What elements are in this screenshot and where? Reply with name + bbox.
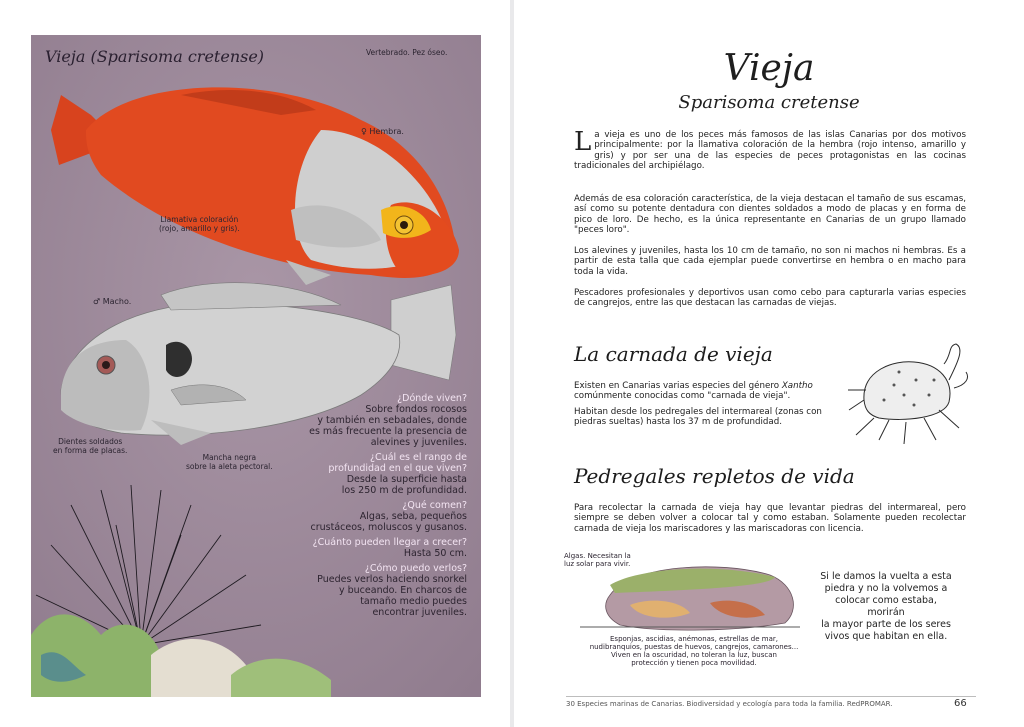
- qa-block: [267, 393, 467, 618]
- algae-caption: [564, 552, 631, 568]
- classification-label: Vertebrado. Pez óseo.: [366, 48, 448, 57]
- male-label: ♂ Macho.: [93, 297, 132, 306]
- qa-answer-line: los 250 m de profundidad.: [341, 485, 467, 496]
- algae-caption-line: Algas. Necesitan la: [564, 552, 631, 560]
- section-heading-pedregales: Pedregales repletos de vida: [574, 464, 855, 488]
- carnada-paragraph-2: Habitan desde los pedregales del intermareal (zonas con piedras sueltas) hasta los 37 m de profundidad.: [574, 407, 822, 428]
- illustration-panel: [31, 35, 481, 697]
- qa-answer-line: Algas, seba, pequeños: [359, 511, 467, 522]
- flip-note-line: Si le damos la vuelta a esta: [820, 571, 952, 582]
- qa-answer-line: encontrar juveniles.: [372, 607, 467, 618]
- panel-title: Vieja (Sparisoma cretense): [45, 47, 265, 66]
- pedregales-paragraph: Para recolectar la carnada de vieja hay que levantar piedras del intermareal, pero siempre se deben volver a colocar tal y como estaban. Solamente pueden recolectar carnada de vieja los mariscadores y las mariscadoras con licencia.: [574, 503, 966, 534]
- paragraph-2: Además de esa coloración característica, de la vieja destacan el tamaño de sus escamas, así como su potente dentadura con dientes soldados a modo de placas y en forma de pico de loro. De hecho, es la única representante en Canarias de un grupo llamado "peces loro".: [574, 194, 966, 236]
- teeth-caption-line: en forma de placas.: [53, 446, 128, 455]
- qa-item: [267, 393, 467, 448]
- rock-caption-line: nudibranquios, puestas de huevos, cangrejos, camarones...: [589, 643, 799, 651]
- qa-answer-line: Puedes verlos haciendo snorkel: [317, 574, 467, 585]
- qa-item: [267, 537, 467, 559]
- carnada-text: comúnmente conocidas como "carnada de vieja".: [574, 391, 791, 402]
- qa-question: profundidad en el que viven?: [328, 463, 467, 474]
- flip-note-line: colocar como estaba, morirán: [835, 595, 937, 618]
- female-label: ♀ Hembra.: [361, 127, 404, 136]
- qa-answer-line: crustáceos, moluscos y gusanos.: [310, 522, 467, 533]
- algae-caption-line: luz solar para vivir.: [564, 560, 631, 568]
- page-title: Vieja: [723, 48, 815, 89]
- spot-caption-line: Mancha negra: [202, 453, 257, 462]
- qa-question: ¿Cuál es el rango de: [370, 452, 467, 463]
- qa-answer-line: tamaño medio puedes: [360, 596, 467, 607]
- section-heading-carnada: La carnada de vieja: [574, 342, 773, 366]
- flip-note-line: vivos que habitan en ella.: [824, 631, 948, 642]
- qa-question: ¿Cuánto pueden llegar a crecer?: [312, 537, 467, 548]
- qa-question: ¿Cómo puedo verlos?: [364, 563, 467, 574]
- intro-text: a vieja es uno de los peces más famosos de las islas Canarias por dos motivos principalmente: por la llamativa coloración de la hembra (rojo intenso, amarillo y gris) y por ser una de las especies de peces protagonistas en las cocinas tradicionales del archipiélago.: [574, 130, 966, 172]
- female-caption: [159, 215, 240, 233]
- qa-item: [267, 563, 467, 618]
- page-subtitle: Sparisoma cretense: [678, 92, 860, 113]
- drop-cap: L: [574, 127, 592, 157]
- flip-note: [816, 571, 956, 643]
- carnada-text: Existen en Canarias varias especies del género: [574, 381, 782, 391]
- genus-name: Xantho: [781, 381, 813, 391]
- rock-caption-line: Esponjas, ascidias, anémonas, estrellas de mar,: [610, 635, 778, 643]
- flip-note-line: la mayor parte de los seres: [821, 619, 951, 630]
- female-caption-line: Llamativa coloración: [160, 215, 239, 224]
- rock-caption-line: Viven en la oscuridad, no toleran la luz, buscan: [611, 651, 777, 659]
- qa-answer-line: y también en sebadales, donde: [317, 415, 467, 426]
- spot-caption-line: sobre la aleta pectoral.: [186, 462, 273, 471]
- right-page: [514, 0, 1024, 727]
- spot-caption: [186, 453, 273, 471]
- qa-item: [267, 500, 467, 533]
- qa-answer-line: Desde la superficie hasta: [346, 474, 467, 485]
- carnada-paragraph-1: [574, 381, 846, 402]
- left-page: [0, 0, 510, 727]
- qa-item: [267, 452, 467, 496]
- female-caption-line: (rojo, amarillo y gris).: [159, 224, 240, 233]
- crab-image: [844, 340, 972, 448]
- paragraph-4: Pescadores profesionales y deportivos usan como cebo para capturarla varias especies de cangrejos, entre las que destacan las carnadas de viejas.: [574, 288, 966, 309]
- flip-note-line: piedra y no la volvemos a: [824, 583, 948, 594]
- page-number: 66: [954, 698, 967, 709]
- teeth-caption-line: Dientes soldados: [58, 437, 123, 446]
- qa-answer-line: y buceando. En charcos de: [338, 585, 467, 596]
- intro-paragraph: [574, 127, 966, 172]
- footer-text: 30 Especies marinas de Canarias. Biodiversidad y ecología para toda la familia. RedPROMAR.: [566, 700, 893, 708]
- qa-question: ¿Dónde viven?: [397, 393, 467, 404]
- qa-question: ¿Qué comen?: [402, 500, 467, 511]
- rock-caption: [584, 635, 804, 667]
- paragraph-3: Los alevines y juveniles, hasta los 10 cm de tamaño, no son ni machos ni hembras. Es a partir de esta talla que cada ejemplar puede convertirse en hembra o en macho para toda la vida.: [574, 246, 966, 277]
- qa-answer-line: Hasta 50 cm.: [403, 548, 467, 559]
- qa-answer-line: alevines y juveniles.: [370, 437, 467, 448]
- rock-caption-line: protección y tienen poca movilidad.: [631, 659, 757, 667]
- footer-divider: [566, 696, 976, 697]
- teeth-caption: [53, 437, 127, 455]
- qa-answer-line: Sobre fondos rocosos: [365, 404, 467, 415]
- qa-answer-line: es más frecuente la presencia de: [309, 426, 467, 437]
